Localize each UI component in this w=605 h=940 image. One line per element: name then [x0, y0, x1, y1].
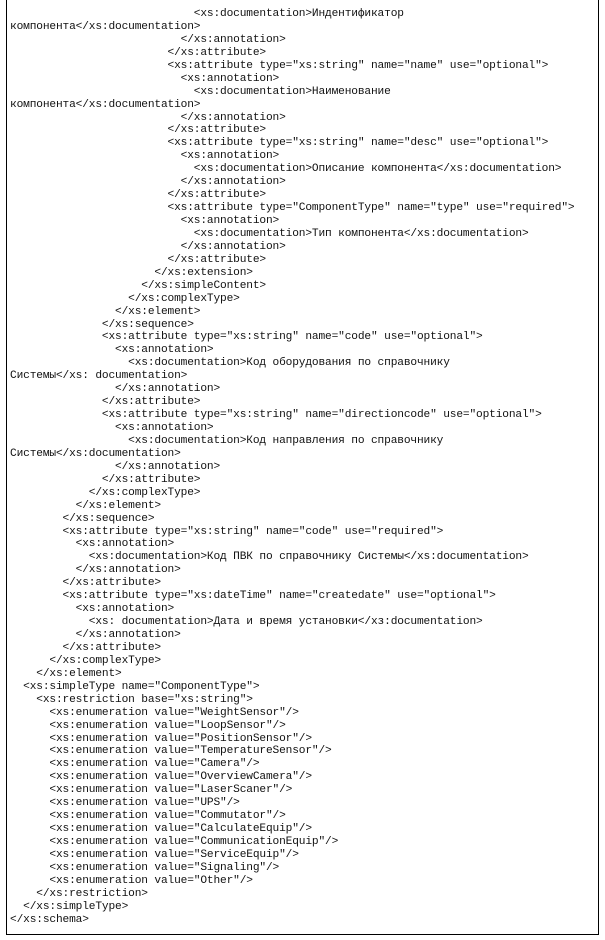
- code-line: <xs:annotation>: [10, 150, 280, 163]
- code-line: </xs:element>: [10, 305, 201, 318]
- code-line: <xs:annotation>: [10, 422, 214, 434]
- code-line: </xs:annotation>: [10, 111, 286, 124]
- code-line: </xs:attribute>: [10, 577, 161, 590]
- code-line: </xs:attribute>: [10, 641, 161, 654]
- code-line: <xs:restriction base="xs:string">: [10, 693, 253, 706]
- code-line: <xs:annotation>: [10, 72, 280, 85]
- code-line: <xs:enumeration value="Other"/>: [10, 874, 253, 887]
- code-line: </xs:simpleContent>: [10, 279, 266, 292]
- code-line: </xs:restriction>: [10, 887, 148, 900]
- code-line: <xs:enumeration value="Camera"/>: [10, 758, 260, 771]
- code-line: Системы</xs:documentation>: [10, 447, 181, 460]
- code-line: </xs:annotation>: [10, 629, 181, 641]
- code-line: </xs:attribute>: [10, 473, 201, 486]
- code-line: </xs:schema>: [10, 913, 89, 926]
- code-line: <xs:enumeration value="ServiceEquip"/>: [10, 848, 299, 861]
- code-line: <xs:annotation>: [10, 538, 175, 551]
- code-line: <xs:enumeration value="LoopSensor"/>: [10, 719, 286, 732]
- code-line: <xs:attribute type="ComponentType" name="type" use="required">: [10, 202, 575, 215]
- code-line: <xs:documentation>Индентификатор: [10, 8, 404, 20]
- code-line: <xs:enumeration value="OverviewCamera"/>: [10, 771, 312, 784]
- code-line: <xs:documentation>Код ПВК по справочнику Системы</xs:documentation>: [10, 551, 529, 564]
- code-line: <xs:documentation>Тип компонента</xs:documentation>: [10, 227, 529, 240]
- code-line: <xs:enumeration value="PositionSensor"/>: [10, 732, 312, 745]
- code-line: </xs:annotation>: [10, 33, 286, 46]
- code-line: </xs:annotation>: [10, 176, 286, 189]
- code-line: <xs:enumeration value="TemperatureSensor"/>: [10, 745, 332, 758]
- code-line: </xs:attribute>: [10, 124, 266, 137]
- code-line: <xs:enumeration value="LaserScaner"/>: [10, 784, 293, 797]
- code-line: <xs:enumeration value="Commutator"/>: [10, 810, 286, 823]
- code-line: </xs:sequence>: [10, 318, 194, 331]
- code-line: <xs:annotation>: [10, 603, 175, 616]
- code-line: <xs:enumeration value="CommunicationEquip"/>: [10, 836, 339, 848]
- code-line: </xs:element>: [10, 499, 161, 512]
- code-line: </xs:annotation>: [10, 383, 221, 396]
- code-line: </xs:complexType>: [10, 486, 201, 499]
- code-line: </xs:simpleType>: [10, 900, 129, 913]
- code-line: </xs:attribute>: [10, 396, 201, 409]
- code-line: <xs:attribute type="xs:dateTime" name="createdate" use="optional">: [10, 590, 496, 603]
- code-line: <xs:enumeration value="CalculateEquip"/>: [10, 823, 312, 836]
- code-line: <xs:simpleType name="ComponentType">: [10, 680, 260, 693]
- code-line: </xs:attribute>: [10, 46, 266, 59]
- code-line: <xs:enumeration value="WeightSensor"/>: [10, 706, 299, 719]
- code-line: </xs:annotation>: [10, 564, 181, 577]
- code-line: <xs:attribute type="xs:string" name="code" use="required">: [10, 525, 444, 538]
- code-line: <xs:documentation>Описание компонента</xs:documentation>: [10, 163, 562, 176]
- code-line: <xs:annotation>: [10, 344, 214, 357]
- code-line: <xs:attribute type="xs:string" name="directioncode" use="optional">: [10, 409, 542, 422]
- code-line: <xs:documentation>Наименование: [10, 85, 391, 98]
- code-line: <xs:attribute type="xs:string" name="code" use="optional">: [10, 331, 483, 344]
- code-line: Системы</xs: documentation>: [10, 370, 188, 383]
- code-line: </xs:sequence>: [10, 512, 155, 525]
- code-line: </xs:element>: [10, 667, 122, 680]
- code-line: </xs:attribute>: [10, 189, 266, 202]
- code-line: <xs:documentation>Код оборудования по справочнику: [10, 357, 450, 370]
- code-line: <xs:enumeration value="Signaling"/>: [10, 861, 280, 874]
- code-line: компонента</xs:documentation>: [10, 98, 201, 111]
- code-line: </xs:extension>: [10, 266, 253, 279]
- code-line: </xs:annotation>: [10, 460, 221, 473]
- code-line: <xs:enumeration value="UPS"/>: [10, 797, 240, 810]
- code-line: </xs:attribute>: [10, 253, 266, 266]
- code-line: <xs:documentation>Код направления по справочнику: [10, 434, 444, 447]
- code-line: <xs:annotation>: [10, 215, 280, 227]
- code-line: <xs: documentation>Дата и время установки</xз:documentation>: [10, 616, 483, 629]
- code-line: <xs:attribute type="xs:string" name="desc" use="optional">: [10, 137, 549, 150]
- document-page: [6, 0, 599, 935]
- code-line: </xs:annotation>: [10, 240, 286, 253]
- code-line: </xs:complexType>: [10, 292, 240, 305]
- code-line: компонента</xs:documentation>: [10, 20, 201, 33]
- code-line: </xs:complexType>: [10, 654, 161, 667]
- xml-schema-listing: [10, 8, 596, 927]
- code-line: <xs:attribute type="xs:string" name="name" use="optional">: [10, 59, 549, 72]
